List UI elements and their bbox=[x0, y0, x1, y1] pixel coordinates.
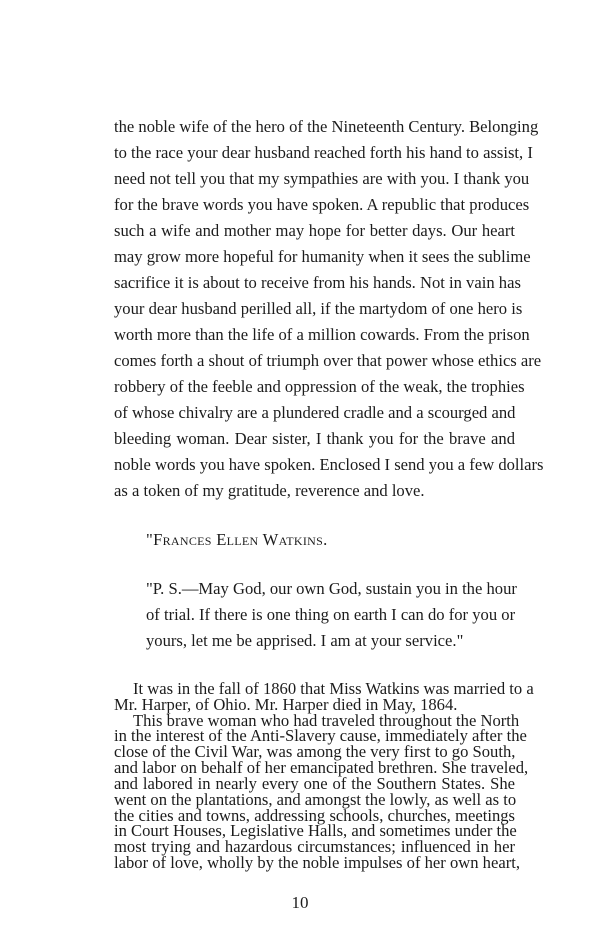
text-line: labor of love, wholly by the noble impulses of her own heart, bbox=[114, 853, 520, 872]
text-line: your dear husband perilled all, if the martydom of one hero is bbox=[114, 299, 523, 318]
text-line: close of the Civil War, was among the very first to go South, bbox=[114, 742, 516, 762]
text-line: as a token of my gratitude, reverence and love. bbox=[114, 481, 425, 500]
text-line: and labored in nearly every one of the Southern States. She bbox=[114, 773, 515, 793]
postscript-line: "P. S.—May God, our own God, sustain you in the hour bbox=[146, 579, 517, 598]
text-line: to the race your dear husband reached forth his hand to assist, I bbox=[114, 143, 533, 162]
text-line: It was in the fall of 1860 that Miss Watkins was married to a bbox=[133, 679, 534, 698]
text-line: worth more than the life of a million cowards. From the prison bbox=[114, 325, 530, 344]
text-line: went on the plantations, and amongst the lowly, as well as to bbox=[114, 789, 517, 809]
signature-line: "Frances Ellen Watkins. bbox=[146, 530, 328, 549]
text-line: may grow more hopeful for humanity when it sees the sublime bbox=[114, 247, 531, 266]
text-line: Mr. Harper, of Ohio. Mr. Harper died in May, 1864. bbox=[114, 694, 458, 714]
text-line: need not tell you that my sympathies are with you. I thank you bbox=[114, 169, 530, 188]
postscript-line: of trial. If there is one thing on earth I can do for you or bbox=[146, 605, 516, 624]
text-line: bleeding woman. Dear sister, I thank you for the brave and bbox=[114, 429, 515, 448]
text-line: noble words you have spoken. Enclosed I send you a few dollars bbox=[114, 455, 544, 474]
text-line: the cities and towns, addressing schools, churches, meetings bbox=[114, 805, 515, 825]
text-line: the noble wife of the hero of the Nineteenth Century. Belonging bbox=[114, 117, 539, 136]
text-line: This brave woman who had traveled throughout the North bbox=[133, 710, 520, 730]
text-line: comes forth a shout of triumph over that power whose ethics are bbox=[114, 351, 542, 370]
text-line: of whose chivalry are a plundered cradle and a scourged and bbox=[114, 403, 516, 422]
postscript-line: yours, let me be apprised. I am at your service." bbox=[146, 631, 464, 650]
text-line: such a wife and mother may hope for better days. Our heart bbox=[114, 221, 515, 240]
page-number: 10 bbox=[291, 893, 309, 912]
text-line: sacrifice it is about to receive from his hands. Not in vain has bbox=[114, 273, 521, 292]
text-line: in Court Houses, Legislative Halls, and sometimes under the bbox=[114, 821, 517, 841]
text-line: robbery of the feeble and oppression of the weak, the trophies bbox=[114, 377, 525, 396]
text-line: in the interest of the Anti-Slavery cause, immediately after the bbox=[114, 726, 527, 746]
text-line: and labor on behalf of her emancipated brethren. She traveled, bbox=[114, 758, 529, 778]
text-line: for the brave words you have spoken. A republic that produces bbox=[114, 195, 530, 214]
text-line: most trying and hazardous circumstances; influenced in her bbox=[114, 837, 515, 857]
